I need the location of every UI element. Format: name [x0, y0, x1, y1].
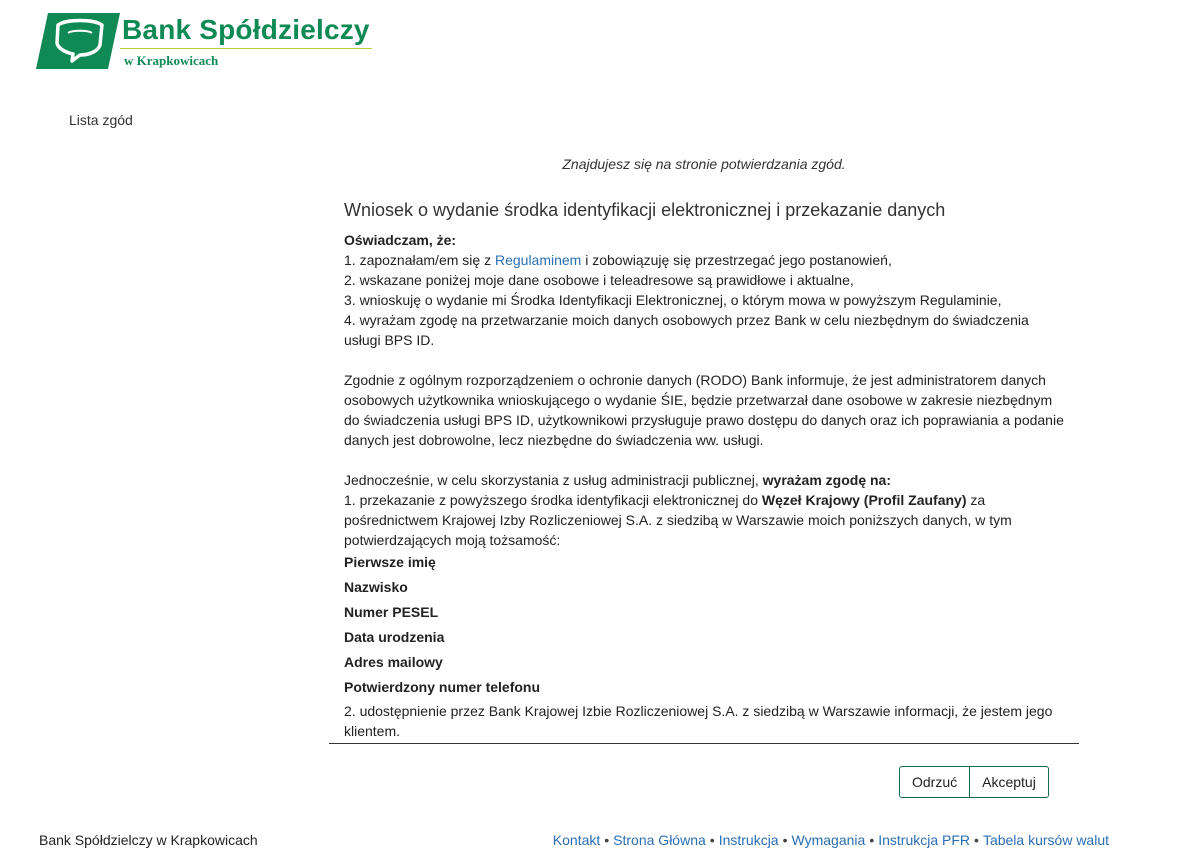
page-note: Znajdujesz się na stronie potwierdzania zgód.: [562, 156, 846, 172]
declaration-item-1-prefix: 1. zapoznałam/em się z: [344, 252, 495, 268]
nav-lista-zgod[interactable]: Lista zgód: [69, 112, 133, 128]
field-phone: Potwierdzony numer telefonu: [344, 679, 541, 695]
regulamin-link[interactable]: Regulaminem: [494, 252, 582, 268]
declaration-item-1: [344, 250, 1066, 270]
footer-separator: •: [782, 832, 788, 848]
footer-links: [553, 832, 1109, 848]
consent-point-1: [344, 490, 1066, 550]
data-fields-list: [344, 550, 1066, 700]
accept-button[interactable]: Akceptuj: [969, 766, 1049, 798]
declaration-item-2: 2. wskazane poniżej moje dane osobowe i teleadresowe są prawidłowe i aktualne,: [344, 272, 854, 288]
field-surname: Nazwisko: [344, 579, 408, 595]
declaration-item-4: 4. wyrażam zgodę na przetwarzanie moich danych osobowych przez Bank w celu niezbędnym do świadczenia usługi BPS ID.: [344, 312, 1029, 348]
reject-button[interactable]: Odrzuć: [899, 766, 970, 798]
consent-content: [344, 199, 1066, 741]
footer-separator: •: [604, 832, 610, 848]
bank-logo-icon: [36, 13, 120, 69]
logo-divider: [120, 48, 372, 49]
consent-point-1-prefix: 1. przekazanie z powyższego środka identyfikacji elektronicznej do: [344, 492, 762, 508]
content-divider: [329, 743, 1079, 744]
footer-separator: •: [869, 832, 875, 848]
consent-point-2: 2. udostępnienie przez Bank Krajowej Izbie Rozliczeniowej S.A. z siedzibą w Warszawie informacji, że jestem jego klientem.: [344, 703, 1053, 739]
footer-link-tabela-kursow[interactable]: Tabela kursów walut: [982, 832, 1109, 848]
footer-link-strona-glowna[interactable]: Strona Główna: [613, 832, 706, 848]
page-title: Wniosek o wydanie środka identyfikacji elektronicznej i przekazanie danych: [344, 200, 946, 220]
footer-separator: •: [709, 832, 715, 848]
declaration-block: [344, 230, 1066, 550]
consent-point-1-bold: Węzeł Krajowy (Profil Zaufany): [761, 492, 967, 508]
bank-logo[interactable]: [36, 13, 376, 71]
declaration-item-1-suffix: i zobowiązuję się przestrzegać jego postanowień,: [581, 252, 892, 268]
footer-bank-name: Bank Spółdzielczy w Krapkowicach: [39, 832, 258, 848]
consent-intro: [344, 470, 1066, 490]
consent-intro-text: Jednocześnie, w celu skorzystania z usług administracji publicznej,: [344, 472, 763, 488]
footer-link-kontakt[interactable]: Kontakt: [552, 832, 601, 848]
action-buttons: [899, 766, 1049, 798]
consent-point-1-suffix: za pośrednictwem Krajowej Izby Rozliczeniowej S.A. z siedzibą w Warszawie moich poniższych danych, w tym potwierdzających moją tożsamość:: [344, 492, 1012, 548]
declaration-heading: Oświadczam, że:: [344, 232, 457, 248]
field-birth-date: Data urodzenia: [344, 629, 445, 645]
footer-link-instrukcja-pfr[interactable]: Instrukcja PFR: [878, 832, 971, 848]
rodo-paragraph: Zgodnie z ogólnym rozporządzeniem o ochronie danych (RODO) Bank informuje, że jest administratorem danych osobowych użytkownika wnioskującego o wydanie ŚIE, będzie przetwarzał dane osobowe w zakresie niezbędnym do świadczenia usługi BPS ID, użytkownikowi przysługuje prawo dostępu do danych oraz ich poprawiania a podanie danych jest dobrowolne, lecz niezbędne do świadczenia ww. usługi.: [344, 372, 1064, 448]
consent-intro-bold: wyrażam zgodę na:: [762, 472, 892, 488]
field-first-name: Pierwsze imię: [344, 554, 436, 570]
footer-link-instrukcja[interactable]: Instrukcja: [718, 832, 779, 848]
footer-link-wymagania[interactable]: Wymagania: [791, 832, 866, 848]
declaration-item-3: 3. wnioskuję o wydanie mi Środka Identyfikacji Elektronicznej, o którym mowa w powyższym Regulaminie,: [344, 292, 1002, 308]
bank-name: Bank Spółdzielczy: [122, 14, 370, 45]
footer-separator: •: [974, 832, 979, 848]
field-pesel: Numer PESEL: [344, 604, 439, 620]
bank-location: w Krapkowicach: [124, 53, 219, 68]
field-email: Adres mailowy: [344, 654, 443, 670]
